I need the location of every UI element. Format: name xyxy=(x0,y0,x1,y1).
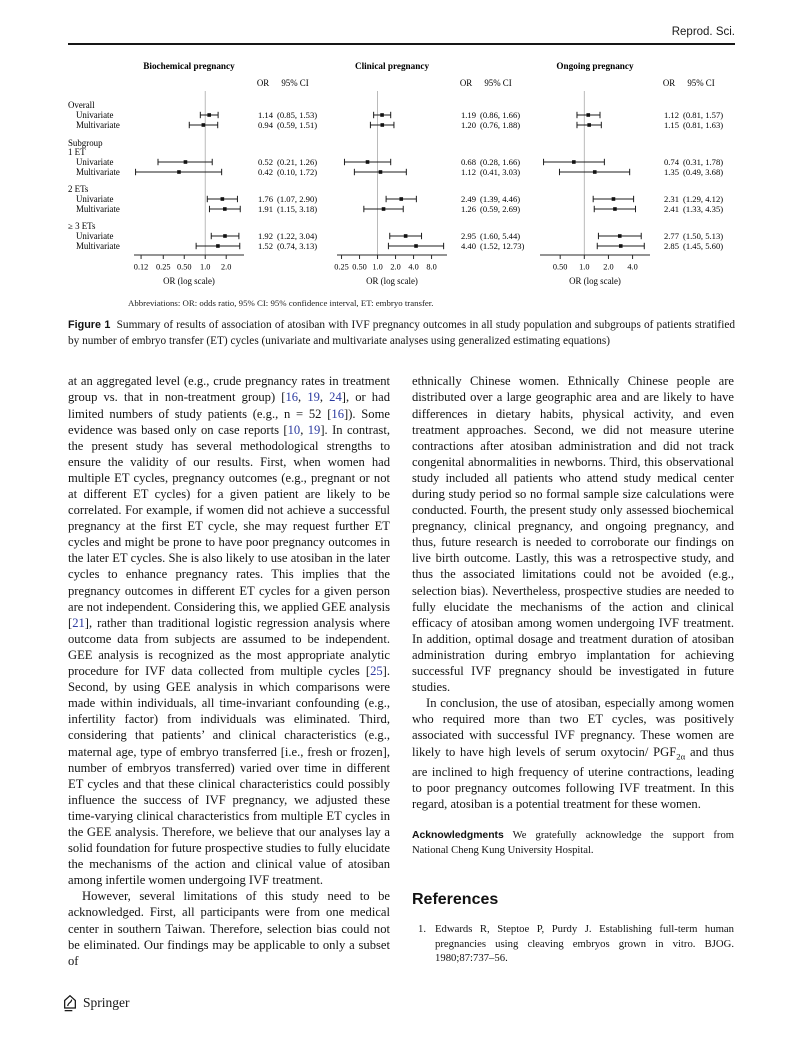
or-value: 4.40 xyxy=(460,241,476,251)
or-marker xyxy=(184,160,188,164)
ci-value: (0.28, 1.66) xyxy=(480,157,521,167)
panel-title: Clinical pregnancy xyxy=(354,61,430,71)
or-marker xyxy=(399,197,403,201)
ci-value: (0.59, 2.69) xyxy=(480,204,521,214)
ci-value: (1.45, 5.60) xyxy=(683,241,724,251)
springer-logo-icon xyxy=(62,994,78,1012)
or-value: 2.85 xyxy=(663,241,679,251)
or-marker xyxy=(613,207,617,211)
x-tick-label: 4.0 xyxy=(408,262,419,272)
or-marker xyxy=(619,244,623,248)
ci-value: (1.29, 4.12) xyxy=(683,194,724,204)
ci-value: (0.10, 1.72) xyxy=(277,167,318,177)
x-axis-label: OR (log scale) xyxy=(163,276,215,286)
or-value: 0.94 xyxy=(257,120,273,130)
or-value: 2.31 xyxy=(663,194,679,204)
or-value: 1.52 xyxy=(257,241,273,251)
or-column-header: OR xyxy=(662,78,676,88)
ci-value: (1.07, 2.90) xyxy=(277,194,318,204)
body-paragraph: However, several limitations of this study need to be acknowledged. First, all participants were from one medical center in southern Taiwan. Therefore, selection bias could not be eliminated. Our findings may be applicable to only a subset of xyxy=(68,889,390,968)
or-value: 1.12 xyxy=(663,110,679,120)
ci-value: (0.59, 1.51) xyxy=(277,120,318,130)
row-model-label: Multivariate xyxy=(76,167,120,177)
figure-1-forest-plots xyxy=(68,55,735,298)
or-value: 1.91 xyxy=(257,204,273,214)
or-marker xyxy=(612,197,616,201)
ci-column-header: 95% CI xyxy=(281,78,309,88)
citation-link[interactable]: 24 xyxy=(329,390,342,405)
reference-item xyxy=(412,922,734,966)
panel-title: Ongoing pregnancy xyxy=(556,61,634,71)
or-value: 1.19 xyxy=(460,110,476,120)
publisher-name: Springer xyxy=(83,995,130,1010)
or-marker xyxy=(380,113,384,117)
or-value: 1.12 xyxy=(460,167,476,177)
or-marker xyxy=(221,197,225,201)
or-marker xyxy=(216,244,220,248)
or-value: 2.95 xyxy=(460,231,476,241)
body-paragraph: ethnically Chinese women. Ethnically Chinese people are distributed over a large geographic area and are likely to have differences in dietary habits, physical activity, and even treatment approaches. Second, we did not measure uterine contractions after atosiban administration and did not track congenital abnormalities in newborns. Third, this observational study included all patients who attend study medical center during study period so no formal sample size calculations were conducted. Fourth, the present study only assessed biochemical pregnancy, clinical pregnancy, and ongoing pregnancy, and thus, future research is needed to corroborate our findings on live birth outcome. Lastly, this was a retrospective study, and thus the associated limitations could not be avoided (e.g., selection bias). Nevertheless, prospective studies are needed to fully elucidate the mechanisms of the action and clinical efficacy of atosiban among women undergoing IVF treatment. In addition, optimal dosage and treatment duration of atosiban administration during embryo implantation for achieving successful IVF pregnancy should be investigated in future studies. xyxy=(412,374,734,695)
citation-link[interactable]: 16 xyxy=(285,390,299,405)
x-tick-label: 2.0 xyxy=(603,262,614,272)
citation-link[interactable]: 19 xyxy=(307,390,320,405)
or-marker xyxy=(414,244,418,248)
or-marker xyxy=(202,123,206,127)
ci-value: (0.74, 3.13) xyxy=(277,241,318,251)
x-tick-label: 0.12 xyxy=(133,262,149,272)
or-marker xyxy=(207,113,211,117)
ci-value: (0.85, 1.53) xyxy=(277,110,318,120)
row-model-label: Multivariate xyxy=(76,120,120,130)
row-group-label: Overall xyxy=(68,100,95,110)
reference-text: Edwards R, Steptoe P, Purdy J. Establishing full-term human pregnancies using cleaving embryos grown in vitro. BJOG. 1980;87:737–56. xyxy=(435,923,734,965)
or-value: 1.26 xyxy=(460,204,476,214)
reference-number: 1. xyxy=(417,923,426,936)
figure-caption-label: Figure 1 xyxy=(68,319,111,331)
body-paragraph: at an aggregated level (e.g., crude pregnancy rates in treatment group vs. that in non-treatment group) [16, 19, 24], or had limited numbers of study patients (e.g., n = 52 [16]). Some evidence was based only on case reports [10, 19]. In contrast, the present study has several methodological strengths to ensure the validity of our results. First, when women had multiple ET cycles, pregnancy outcomes (e.g., pregnant or not at different ET cycles) for a given patient are likely to be correlated. For example, if women did not achieve a successful pregnancy at the first ET cycle, she may request further ET cycles and might be prone to have poor pregnancy outcomes in the later ET cycles. She is also likely to use atosiban in the later cycles to enhance pregnancy rates. This implies that the pregnancy outcomes in different ET cycles for a given person are not independent. Considering this, we applied GEE analysis [21], rather than traditional logistic regression analysis where outcome data from subjects are assumed to be independent. GEE analysis is recognized as the most appropriate analytic procedure for IVF data collected from multiple cycles [25]. Second, by using GEE analysis in which comparisons were made within individuals, all time-invariant confounding (e.g., infertility factor) from individuals was eliminated. Third, considering that patients’ and clinical characteristics (e.g., maternal age, type of embryo transferred [i.e., fresh or frozen], number of embryos transferred) varied over time in different ET cycles and that these clinical characteristics could possibly influence the success of IVF pregnancy, we adjusted these time-varying clinical characteristics from multiple ET cycles in the GEE analysis. Therefore, we believe that our analyses lay a solid foundation for future prospective studies to fully elucidate the mechanisms of the action and clinical value of atosiban among infertile women undergoing IVF treatment. xyxy=(68,374,390,888)
publisher-footer xyxy=(62,994,130,1012)
ci-value: (0.31, 1.78) xyxy=(683,157,724,167)
ci-value: (1.39, 4.46) xyxy=(480,194,521,204)
or-marker xyxy=(404,234,408,238)
x-axis-label: OR (log scale) xyxy=(366,276,418,286)
x-tick-label: 1.0 xyxy=(372,262,383,272)
or-marker xyxy=(593,170,597,174)
or-marker xyxy=(223,207,227,211)
running-head xyxy=(68,26,735,38)
acknowledgments-label: Acknowledgments xyxy=(412,830,504,842)
or-column-header: OR xyxy=(256,78,270,88)
row-group-label: Subgroup xyxy=(68,138,103,148)
row-model-label: Multivariate xyxy=(76,204,120,214)
x-tick-label: 4.0 xyxy=(627,262,638,272)
or-marker xyxy=(382,207,386,211)
or-column-header: OR xyxy=(459,78,473,88)
forest-plot xyxy=(68,55,735,293)
or-marker xyxy=(586,113,590,117)
or-value: 2.41 xyxy=(663,204,679,214)
or-value: 2.49 xyxy=(460,194,476,204)
left-column xyxy=(68,373,390,968)
ci-value: (0.49, 3.68) xyxy=(683,167,724,177)
ci-value: (0.76, 1.88) xyxy=(480,120,521,130)
row-model-label: Univariate xyxy=(76,231,114,241)
header-rule xyxy=(68,43,735,45)
or-marker xyxy=(572,160,576,164)
row-model-label: Multivariate xyxy=(76,241,120,251)
ci-value: (0.81, 1.63) xyxy=(683,120,724,130)
x-axis-label: OR (log scale) xyxy=(569,276,621,286)
ci-value: (1.52, 12.73) xyxy=(480,241,525,251)
ci-value: (1.22, 3.04) xyxy=(277,231,318,241)
or-value: 1.15 xyxy=(663,120,679,130)
or-value: 1.14 xyxy=(257,110,273,120)
x-tick-label: 1.0 xyxy=(579,262,590,272)
x-tick-label: 8.0 xyxy=(426,262,437,272)
citation-link[interactable]: 16 xyxy=(331,406,345,421)
x-tick-label: 2.0 xyxy=(390,262,401,272)
row-model-label: Univariate xyxy=(76,110,114,120)
ci-value: (0.21, 1.26) xyxy=(277,157,318,167)
ci-column-header: 95% CI xyxy=(687,78,715,88)
citation-link[interactable]: 19 xyxy=(307,422,321,437)
ci-value: (1.33, 4.35) xyxy=(683,204,724,214)
acknowledgments-block xyxy=(412,829,734,858)
right-column xyxy=(412,373,734,968)
row-subgroup-label: 1 ET xyxy=(68,147,86,157)
body-paragraph: In conclusion, the use of atosiban, especially among women who required more than two ET cycles, was positively associated with successful IVF pregnancy. These women are likely to have high levels of serum oxytocin/ $PGF_{2\alpha}$ and thus are inclined to high frequency of uterine contractions, leading to poor pregnancy outcomes following IVF treatment. In this regard, atosiban is a potential treatment for these women. xyxy=(412,696,734,812)
figure-caption xyxy=(68,317,735,349)
or-value: 0.68 xyxy=(460,157,476,167)
or-marker xyxy=(618,234,622,238)
citation-link[interactable]: 25 xyxy=(370,664,383,679)
or-marker xyxy=(379,170,383,174)
x-tick-label: 0.50 xyxy=(176,262,192,272)
row-model-label: Univariate xyxy=(76,157,114,167)
references-heading: References xyxy=(412,891,499,909)
or-value: 1.20 xyxy=(460,120,476,130)
panel-title: Biochemical pregnancy xyxy=(143,61,235,71)
or-value: 1.35 xyxy=(663,167,679,177)
row-group-label: 2 ETs xyxy=(68,184,89,194)
figure-abbreviations: Abbreviations: OR: odds ratio, 95% CI: 95% confidence interval, ET: embryo transfer. xyxy=(128,298,434,308)
or-value: 0.42 xyxy=(257,167,273,177)
citation-link[interactable]: 21 xyxy=(72,615,85,630)
x-tick-label: 2.0 xyxy=(221,262,232,272)
or-marker xyxy=(223,234,227,238)
or-marker xyxy=(177,170,181,174)
ci-value: (0.81, 1.57) xyxy=(683,110,724,120)
x-tick-label: 0.25 xyxy=(156,262,171,272)
ci-value: (1.50, 5.13) xyxy=(683,231,724,241)
or-value: 2.77 xyxy=(663,231,679,241)
ci-column-header: 95% CI xyxy=(484,78,512,88)
x-tick-label: 1.0 xyxy=(200,262,211,272)
citation-link[interactable]: 10 xyxy=(287,422,301,437)
or-marker xyxy=(587,123,591,127)
or-value: 1.76 xyxy=(257,194,273,204)
figure-caption-text: Summary of results of association of atosiban with IVF pregnancy outcomes in all study population and subgroups of patients stratified by number of embryo transfer (ET) cycles (univariate and multivariate analyses using generalized estimating equations) xyxy=(68,319,735,348)
x-tick-label: 0.50 xyxy=(352,262,367,272)
or-value: 0.52 xyxy=(257,157,273,167)
ci-value: (0.41, 3.03) xyxy=(480,167,521,177)
x-tick-label: 0.50 xyxy=(552,262,568,272)
or-marker xyxy=(366,160,370,164)
or-value: 1.92 xyxy=(257,231,273,241)
or-marker xyxy=(380,123,384,127)
row-model-label: Univariate xyxy=(76,194,114,204)
body-columns xyxy=(68,373,735,968)
reference-list xyxy=(412,922,734,966)
row-group-label: ≥ 3 ETs xyxy=(68,221,96,231)
x-tick-label: 0.25 xyxy=(334,262,349,272)
ci-value: (0.86, 1.66) xyxy=(480,110,521,120)
ci-value: (1.60, 5.44) xyxy=(480,231,521,241)
ci-value: (1.15, 3.18) xyxy=(277,204,318,214)
or-value: 0.74 xyxy=(663,157,679,167)
journal-title: Reprod. Sci. xyxy=(671,26,735,38)
acknowledgments-text: We gratefully acknowledge the support from National Cheng Kung University Hospital. xyxy=(412,830,734,856)
